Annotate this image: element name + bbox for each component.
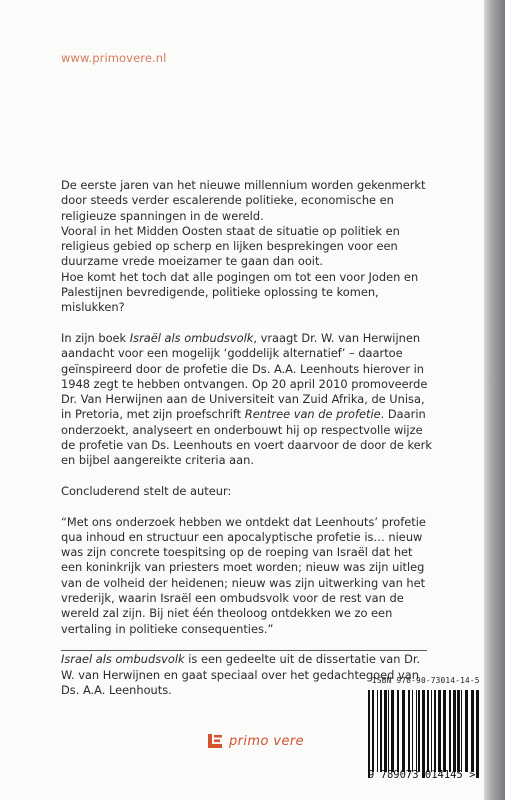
barcode-bar (408, 690, 410, 772)
barcode-bar (380, 690, 382, 772)
paragraph-text: is een gedeelte uit de dissertatie van Dr. W. van Herwijnen en gaat speciaal over het gedachtegoed van Ds. A.A. Leenhouts. (61, 652, 421, 697)
blurb-paragraph (61, 270, 433, 316)
barcode-bar (391, 690, 394, 772)
italic-title-text: Rentree van de profetie (244, 407, 381, 422)
barcode-bar (368, 690, 370, 778)
barcode-bar (397, 690, 399, 772)
isbn-barcode (368, 676, 480, 781)
primo-vere-logo-icon (206, 733, 224, 749)
barcode-bar (418, 690, 420, 772)
barcode-bar (388, 690, 389, 772)
isbn-label: ISBN 978-90-73014-14-5 (372, 676, 480, 685)
barcode-bar (416, 690, 417, 772)
italic-title-text: Israel als ombudsvolk (61, 652, 185, 667)
italic-title-text: Israël als ombudsvolk (129, 330, 254, 345)
paragraph-text: Vooral in het Midden Oosten staat de situatie op politiek en religieus gebied op scherp en lijken besprekingen voor een duurzame vrede moeizamer te gaan dan ooit. (61, 223, 400, 269)
barcode-bar (427, 690, 429, 772)
barcode-bar (457, 690, 460, 772)
barcode-bar (438, 690, 441, 772)
barcode-bar (443, 690, 446, 772)
blurb-paragraph (61, 331, 433, 469)
book-spine-edge (484, 0, 505, 800)
paragraph-text: In zijn boek (61, 330, 130, 345)
publisher-website[interactable]: www.primovere.nl (61, 51, 167, 65)
paragraph-text: De eerste jaren van het nieuwe millennium worden gekenmerkt door steeds verder escalerende politieke, economische en religieuze spanningen in de wereld. (61, 178, 426, 223)
blurb-paragraph (61, 224, 433, 270)
barcode-bar (461, 690, 462, 772)
blurb-paragraph (61, 178, 433, 224)
publisher-logo (206, 731, 304, 751)
blurb-text (61, 178, 433, 698)
barcode-digits: 9 789073 014145 > (368, 769, 476, 781)
blurb-paragraph (61, 515, 433, 637)
barcode-bar (412, 690, 413, 772)
divider-line (61, 650, 427, 651)
paragraph-text: Concluderend stelt de auteur: (61, 483, 232, 498)
barcode-bar (471, 690, 474, 772)
barcode-bar (372, 690, 374, 772)
paragraph-text: Hoe komt het toch dat alle pogingen om tot een voor Joden en Palestijnen bevredigende, politieke oplossing te komen, mislukken? (61, 269, 419, 315)
barcode-bar (377, 690, 378, 772)
barcode-bar (476, 690, 479, 778)
paragraph-text: “Met ons onderzoek hebben we ontdekt dat Leenhouts’ profetie qua inhoud en structuur een apocalyptische profetie is… nieuw was zijn concrete toespitsing op de roeping van Israël dat het een koninkrijk van priesters moet worden; nieuw was zijn uitleg van de volheid der heidenen; nieuw was zijn uitwerking van het vrederijk, waarin Israël een ombudsvolk voor de rest van de wereld zal zijn. Bij niet één theoloog ontdekken we zo een vertaling in politieke consequenties.” (61, 514, 426, 636)
barcode-bar (453, 690, 456, 772)
paragraph-text: , vraagt Dr. W. van Herwijnen aandacht voor een mogelijk ‘goddelijk alternatief’ – daartoe geïnspireerd door de profetie die Ds. A.A. Leenhouts hierover in 1948 zegt te hebben ontvangen. Op 20 april 2010 promoveerde Dr. Van Herwijnen aan de Universiteit van Zuid Afrika, de Unisa, in Pretoria, met zijn proefschrift (61, 330, 428, 422)
barcode-bar (431, 690, 432, 772)
blurb-paragraph (61, 484, 433, 499)
barcode-bars (368, 690, 480, 772)
barcode-bar (402, 690, 405, 772)
barcode-bar (384, 690, 387, 772)
barcode-bar (422, 690, 425, 778)
barcode-bar (434, 690, 436, 772)
barcode-bar (449, 690, 451, 772)
barcode-bar (465, 690, 468, 772)
publisher-name: primo vere (229, 733, 304, 749)
paragraph-text: . Daarin onderzoekt, analyseert en onderbouwt hij op respectvolle wijze de profetie van Ds. Leenhouts en voert daarvoor de door de kerk en bijbel aangereikte criteria aan. (61, 407, 432, 468)
